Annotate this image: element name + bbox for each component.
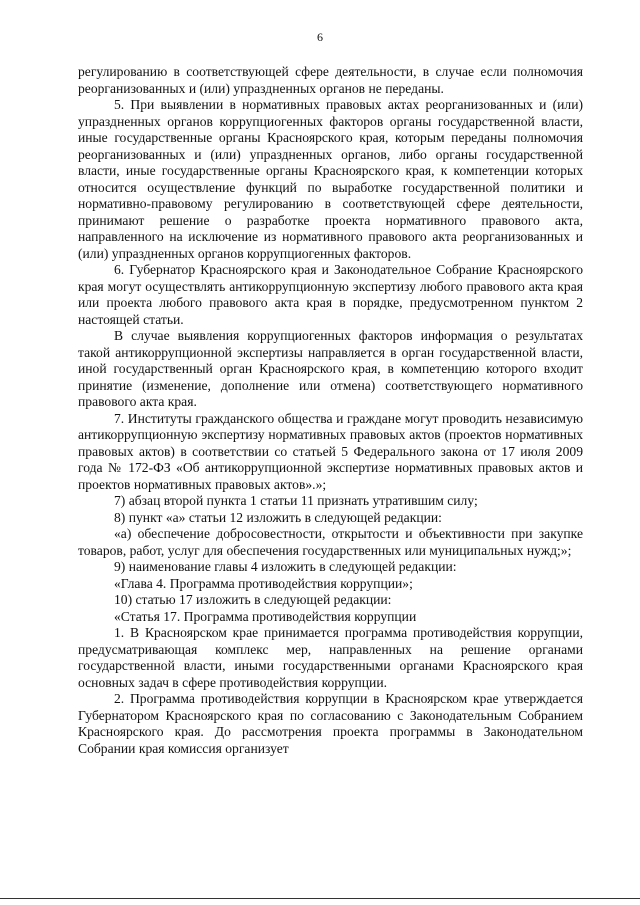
page-bottom-rule	[0, 898, 640, 899]
paragraph: 2. Программа противодействия коррупции в Красноярском крае утверждается Губернатором Красноярского края по согласованию с Законодательным Собранием Красноярского края. До рассмотрения проекта программы в Законодательном Собрании края комиссия организует	[78, 691, 583, 756]
paragraph: 9) наименование главы 4 изложить в следующей редакции:	[114, 559, 457, 574]
paragraph: регулированию в соответствующей сфере деятельности, в случае если полномочия реорганизованных и (или) упраздненных органов не переданы.	[78, 64, 583, 96]
paragraph: 8) пункт «а» статьи 12 изложить в следующей редакции:	[114, 509, 442, 525]
document-body	[78, 64, 583, 757]
paragraph: 7) абзац второй пункта 1 статьи 11 признать утратившим силу;	[114, 493, 478, 508]
paragraph: В случае выявления коррупциогенных факторов информация о результатах такой антикоррупционной экспертизы направляется в орган государственной власти, иной государственный орган Красноярского края, в компетенцию которого входит принятие (изменение, дополнение или отмена) соответствующего нормативного правового акта края.	[78, 328, 583, 409]
paragraph: «Глава 4. Программа противодействия коррупции»;	[114, 575, 413, 591]
page-number: 6	[317, 30, 323, 44]
paragraph: 7. Институты гражданского общества и граждане могут проводить независимую антикоррупционную экспертизу нормативных правовых актов (проектов нормативных правовых актов) в соответствии со статьей 5 Федерального закона от 17 июля 2009 года № 172-ФЗ «Об антикоррупционной экспертизе нормативных правовых актов и проектов нормативных правовых актов».»;	[78, 410, 583, 492]
paragraph: 1. В Красноярском крае принимается программа противодействия коррупции, предусматривающая комплекс мер, направленных на решение органами государственной власти, иными государственными органами Красноярского края основных задач в сфере противодействия коррупции.	[78, 625, 583, 690]
paragraph: 6. Губернатор Красноярского края и Законодательное Собрание Красноярского края могут осуществлять антикоррупционную экспертизу любого правового акта края или проекта любого правового акта края в порядке, предусмотренном пунктом 2 настоящей статьи.	[78, 262, 583, 327]
paragraph: 10) статью 17 изложить в следующей редакции:	[114, 592, 392, 607]
paragraph: 5. При выявлении в нормативных правовых актах реорганизованных и (или) упраздненных органов коррупциогенных факторов органы государственной власти, иные государственные органы Красноярского края, которым переданы полномочия реорганизованных и (или) упраздненных органов, либо органы государственной власти, иные государственные органы Красноярского края, к компетенции которых относится осуществление функций по выработке государственной политики и нормативно-правовому регулированию в соответствующей сфере деятельности, принимают решение о разработке проекта нормативного правового акта, направленного на исключение из нормативного правового акта реорганизованных и (или) упраздненных органов коррупциогенных факторов.	[78, 97, 583, 261]
paragraph: «а) обеспечение добросовестности, открытости и объективности при закупке товаров, работ, услуг для обеспечения государственных или муниципальных нужд;»;	[78, 526, 583, 558]
paragraph: «Статья 17. Программа противодействия коррупции	[114, 608, 417, 624]
